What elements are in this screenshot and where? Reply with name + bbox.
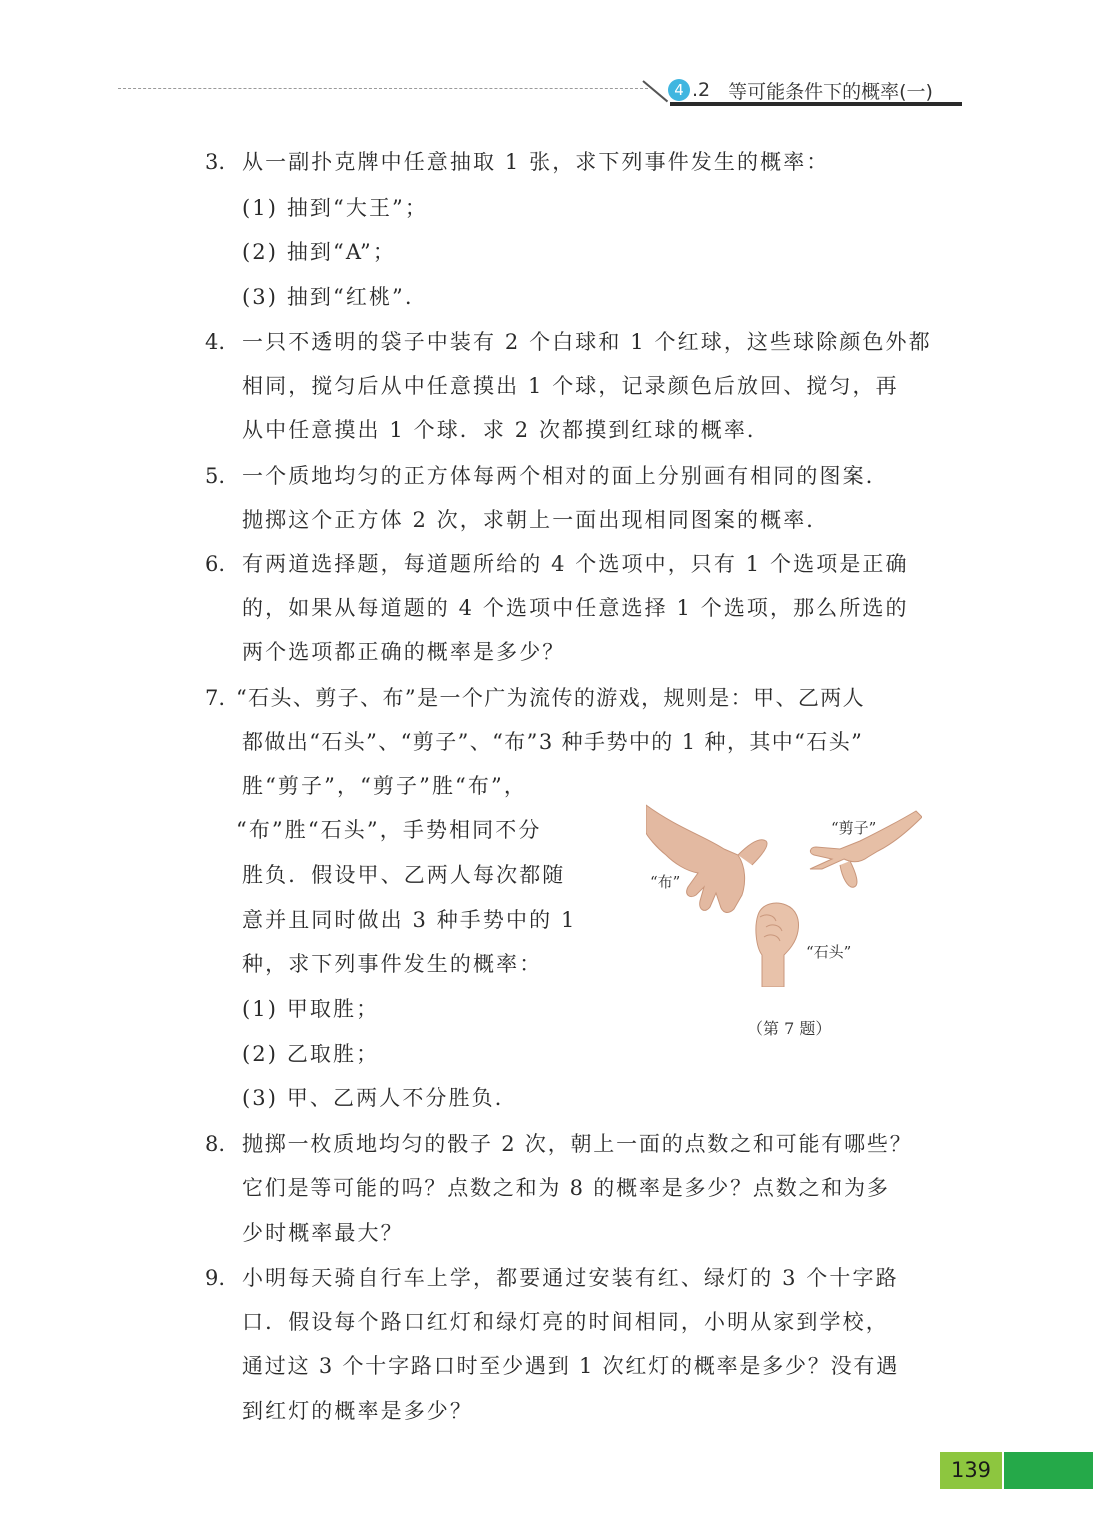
problem-7-line: “布”胜“石头”，手势相同不分 — [236, 818, 542, 842]
problem-9-line: 小明每天骑自行车上学，都要通过安装有红、绿灯的 3 个十字路 — [242, 1266, 899, 1290]
figure-label-rock: “石头” — [806, 943, 852, 961]
problem-3-sub-3: (3) 抽到“红桃”. — [242, 285, 414, 309]
problem-7-sub-3: (3) 甲、乙两人不分胜负． — [242, 1086, 518, 1110]
problem-8-line: 少时概率最大？ — [242, 1221, 404, 1245]
problem-4-number: 4. — [205, 330, 226, 354]
problem-9-line: 通过这 3 个十字路口时至少遇到 1 次红灯的概率是多少？没有遇 — [242, 1354, 900, 1378]
page-number-bar — [1004, 1452, 1093, 1489]
problem-7-line: 种，求下列事件发生的概率： — [242, 952, 543, 976]
problem-9-line: 口．假设每个路口红灯和绿灯亮的时间相同，小明从家到学校， — [242, 1310, 889, 1334]
problem-6-line: 的，如果从每道题的 4 个选项中任意选择 1 个选项，那么所选的 — [242, 596, 909, 620]
section-title: 等可能条件下的概率(一) — [728, 80, 933, 103]
problem-7-line: “石头、剪子、布”是一个广为流传的游戏，规则是：甲、乙两人 — [236, 686, 866, 710]
problem-9-number: 9. — [205, 1266, 226, 1290]
problem-9-line: 到红灯的概率是多少？ — [242, 1399, 473, 1423]
problem-3-line: 从一副扑克牌中任意抽取 1 张，求下列事件发生的概率： — [242, 150, 830, 174]
rock-fist-icon — [756, 903, 799, 987]
header-slant-line — [642, 80, 668, 102]
section-number-badge: 4 — [668, 79, 690, 101]
problem-7-line: 意并且同时做出 3 种手势中的 1 — [242, 908, 577, 932]
problem-7-line: 胜“剪子”，“剪子”胜“布”， — [242, 774, 527, 798]
problem-5-number: 5. — [205, 464, 226, 488]
problem-3-sub-1: (1) 抽到“大王”； — [242, 196, 428, 220]
problem-5-line: 抛掷这个正方体 2 次，求朝上一面出现相同图案的概率． — [242, 508, 830, 532]
problem-8-line: 它们是等可能的吗？点数之和为 8 的概率是多少？点数之和为多 — [242, 1176, 890, 1200]
problem-3-sub-2: (2) 抽到“A”； — [242, 240, 396, 264]
paper-hand-icon — [646, 805, 767, 912]
problem-6-line: 有两道选择题，每道题所给的 4 个选项中，只有 1 个选项是正确 — [242, 552, 909, 576]
hand-gestures-figure — [646, 797, 922, 987]
section-header — [668, 77, 933, 103]
problem-7-number: 7. — [205, 686, 226, 710]
problem-4-line: 相同，搅匀后从中任意摸出 1 个球，记录颜色后放回、搅匀，再 — [242, 374, 899, 398]
problem-4-line: 一只不透明的袋子中装有 2 个白球和 1 个红球，这些球除颜色外都 — [242, 330, 932, 354]
problem-5-line: 一个质地均匀的正方体每两个相对的面上分别画有相同的图案． — [242, 464, 889, 488]
problem-7-line: 胜负．假设甲、乙两人每次都随 — [242, 863, 566, 887]
problem-6-line: 两个选项都正确的概率是多少？ — [242, 640, 566, 664]
problem-7-line: 都做出“石头”、“剪子”、“布”3 种手势中的 1 种，其中“石头” — [242, 730, 864, 754]
header-dashed-rule — [118, 88, 648, 89]
problem-4-line: 从中任意摸出 1 个球．求 2 次都摸到红球的概率． — [242, 418, 771, 442]
problem-6-number: 6. — [205, 552, 226, 576]
problem-8-number: 8. — [205, 1132, 226, 1156]
figure-label-paper: “布” — [650, 873, 681, 891]
problem-3-number: 3. — [205, 150, 226, 174]
page-number: 139 — [940, 1452, 1002, 1489]
figure-label-scissors: “剪子” — [831, 819, 877, 837]
hand-gestures-illustration — [646, 797, 922, 987]
figure-caption: （第 7 题） — [747, 1019, 832, 1038]
problem-7-sub-1: (1) 甲取胜； — [242, 997, 380, 1021]
problem-7-sub-2: (2) 乙取胜； — [242, 1042, 380, 1066]
problem-8-line: 抛掷一枚质地均匀的骰子 2 次，朝上一面的点数之和可能有哪些？ — [242, 1132, 913, 1156]
section-number-suffix: .2 — [692, 79, 711, 101]
